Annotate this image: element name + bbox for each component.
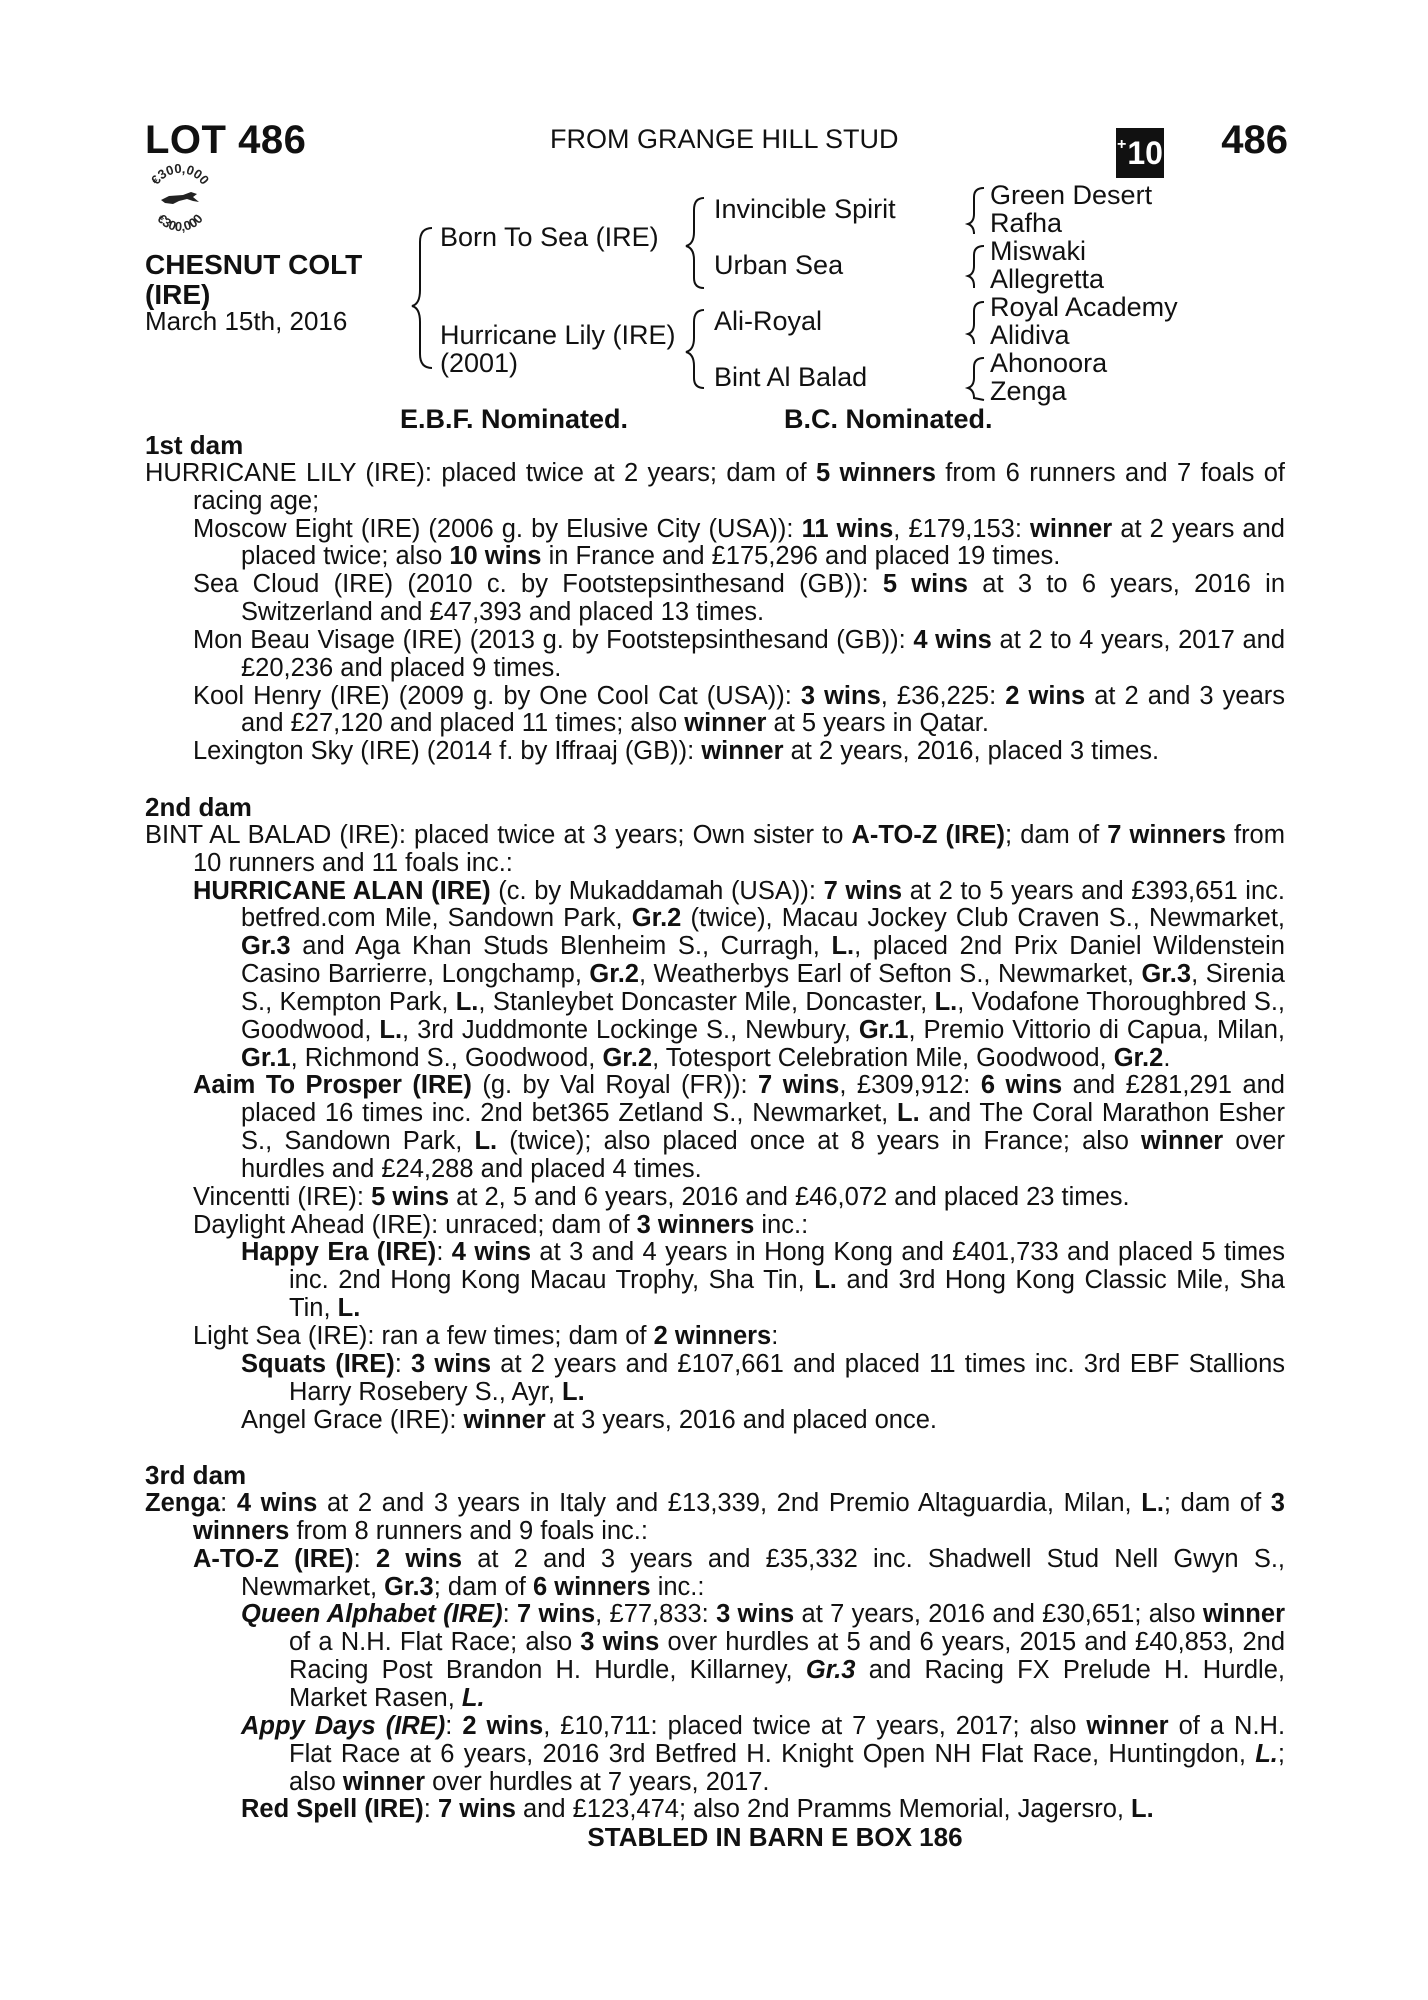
produce-entry: Aaim To Prosper (IRE) (g. by Val Royal (FR)): 7 wins, £309,912: 6 wins and £281,291 and placed 16 times inc. 2nd bet365 Zetland S., Newmarket, L. and The Coral Marathon Esher S., Sandown Park, L. (twice); also placed once at 8 years in France; also winner over hurdles and £24,288 and placed 4 times.: [193, 1071, 1285, 1183]
svg-text:€300,000: €300,000: [147, 162, 213, 188]
produce-entry: Lexington Sky (IRE) (2014 f. by Iffraaj (GB)): winner at 2 years, 2016, placed 3 times.: [193, 737, 1160, 766]
third-dam-entry: Zenga: 4 wins at 2 and 3 years in Italy and £13,339, 2nd Premio Altaguardia, Milan, L.; dam of 3 winners from 8 runners and 9 foals inc.:: [145, 1489, 1285, 1545]
catalogue-body: [145, 432, 1285, 1852]
produce-entry: Mon Beau Visage (IRE) (2013 g. by Footstepsinthesand (GB)): 4 wins at 2 to 4 years, 2017 and £20,236 and placed 9 times.: [193, 625, 1285, 682]
horse-title: CHESNUT COLT (IRE): [145, 249, 363, 310]
lot-number: 486: [1221, 118, 1288, 162]
pedigree-ssd: Rafha: [990, 208, 1063, 238]
second-dam-heading: 2nd dam: [145, 791, 252, 822]
pedigree-dss: Royal Academy: [990, 292, 1178, 322]
produce-entry: Vincentti (IRE): 5 wins at 2, 5 and 6 years, 2016 and £46,072 and placed 23 times.: [193, 1182, 1130, 1211]
produce-entry: HURRICANE ALAN (IRE) (c. by Mukaddamah (USA)): 7 wins at 2 to 5 years and £393,651 inc. betfred.com Mile, Sandown Park, Gr.2 (twice), Macau Jockey Club Craven S., Newmarket, Gr.3 and Aga Khan Studs Blenheim S., Curragh, L., placed 2nd Prix Daniel Wildenstein Casino Barrierre, Longchamp, Gr.2, Weatherbys Earl of Sefton S., Newmarket, Gr.3, Sirenia S., Kempton Park, L., Stanleybet Doncaster Mile, Doncaster, L., Vodafone Thoroughbred S., Goodwood, L., 3rd Juddmonte Lockinge S., Newbury, Gr.1, Premio Vittorio di Capua, Milan, Gr.1, Richmond S., Goodwood, Gr.2, Totesport Celebration Mile, Goodwood, Gr.2.: [193, 876, 1286, 1072]
third-dam-heading: 3rd dam: [145, 1460, 247, 1491]
pedigree-sire-dam: Urban Sea: [714, 250, 844, 280]
pedigree-sdd: Allegretta: [990, 264, 1105, 294]
pedigree-sire-sire: Invincible Spirit: [714, 194, 896, 224]
first-dam-heading: 1st dam: [145, 430, 244, 460]
produce-entry: Angel Grace (IRE): winner at 3 years, 2016 and placed once.: [241, 1405, 937, 1434]
produce-entry: Queen Alphabet (IRE): 7 wins, £77,833: 3 wins at 7 years, 2016 and £30,651; also winner of a N.H. Flat Race; also 3 wins over hurdles at 5 and 6 years, 2015 and £40,853, 2nd Racing Post Brandon H. Hurdle, Killarney, Gr.3 and Racing FX Prelude H. Hurdle, Market Rasen, L.: [241, 1600, 1285, 1712]
pedigree-sss: Green Desert: [990, 180, 1153, 210]
lot-badge: + 10: [1116, 128, 1164, 178]
produce-entry: Daylight Ahead (IRE): unraced; dam of 3 winners inc.:: [193, 1210, 809, 1239]
produce-entry: Kool Henry (IRE) (2009 g. by One Cool Cat (USA)): 3 wins, £36,225: 2 wins at 2 and 3 years and £27,120 and placed 11 times; also winner at 5 years in Qatar.: [193, 681, 1285, 738]
pedigree-ddd: Zenga: [990, 376, 1067, 406]
produce-entry: Happy Era (IRE): 4 wins at 3 and 4 years in Hong Kong and £401,733 and placed 5 times inc. 2nd Hong Kong Macau Trophy, Sha Tin, L. and 3rd Hong Kong Classic Mile, Sha Tin, L.: [241, 1238, 1285, 1323]
pedigree-dam: Hurricane Lily (IRE): [440, 320, 676, 350]
pedigree-dam-dam: Bint Al Balad: [714, 362, 868, 392]
horse-dob: March 15th, 2016: [145, 306, 348, 336]
bc-nomination: B.C. Nominated.: [784, 404, 993, 434]
produce-entry: Red Spell (IRE): 7 wins and £123,474; also 2nd Pramms Memorial, Jagersro, L.: [241, 1795, 1154, 1824]
first-dam-entry: HURRICANE LILY (IRE): placed twice at 2 years; dam of 5 winners from 6 runners and 7 foals of racing age;: [145, 458, 1285, 515]
produce-entry: Moscow Eight (IRE) (2006 g. by Elusive City (USA)): 11 wins, £179,153: winner at 2 years and placed twice; also 10 wins in France and £175,296 and placed 19 times.: [193, 514, 1285, 571]
second-dam-entry: BINT AL BALAD (IRE): placed twice at 3 years; Own sister to A-TO-Z (IRE); dam of 7 winners from 10 runners and 11 foals inc.:: [145, 820, 1285, 877]
produce-entry: Sea Cloud (IRE) (2010 c. by Footstepsinthesand (GB)): 5 wins at 3 to 6 years, 2016 in Switzerland and £47,393 and placed 13 times.: [193, 570, 1285, 627]
produce-entry: A-TO-Z (IRE): 2 wins at 2 and 3 years and £35,332 inc. Shadwell Stud Nell Gwyn S., Newmarket, Gr.3; dam of 6 winners inc.:: [193, 1544, 1285, 1601]
ebf-nomination: E.B.F. Nominated.: [400, 404, 629, 434]
pedigree-dam-year: (2001): [440, 348, 519, 378]
produce-entry: Appy Days (IRE): 2 wins, £10,711: placed twice at 7 years, 2017; also winner of a N.H. Flat Race at 6 years, 2016 3rd Betfred H. Knight Open NH Flat Race, Huntingdon, L.; also winner over hurdles at 7 years, 2017.: [241, 1711, 1286, 1796]
pedigree-sire: Born To Sea (IRE): [440, 222, 659, 252]
consignor: FROM GRANGE HILL STUD: [550, 124, 899, 154]
pedigree-dds: Ahonoora: [990, 348, 1108, 378]
pedigree-dam-sire: Ali-Royal: [714, 306, 823, 336]
pedigree-dsd: Alidiva: [990, 320, 1070, 350]
svg-text:€300,000: €300,000: [154, 211, 206, 235]
stabled-location: STABLED IN BARN E BOX 186: [587, 1822, 963, 1853]
produce-entry: Squats (IRE): 3 wins at 2 years and £107,661 and placed 11 times inc. 3rd EBF Stallions Harry Rosebery S., Ayr, L.: [241, 1349, 1285, 1406]
lot-label: LOT 486: [145, 118, 307, 162]
produce-entry: Light Sea (IRE): ran a few times; dam of 2 winners:: [193, 1322, 779, 1350]
pedigree-sds: Miswaki: [990, 236, 1087, 266]
